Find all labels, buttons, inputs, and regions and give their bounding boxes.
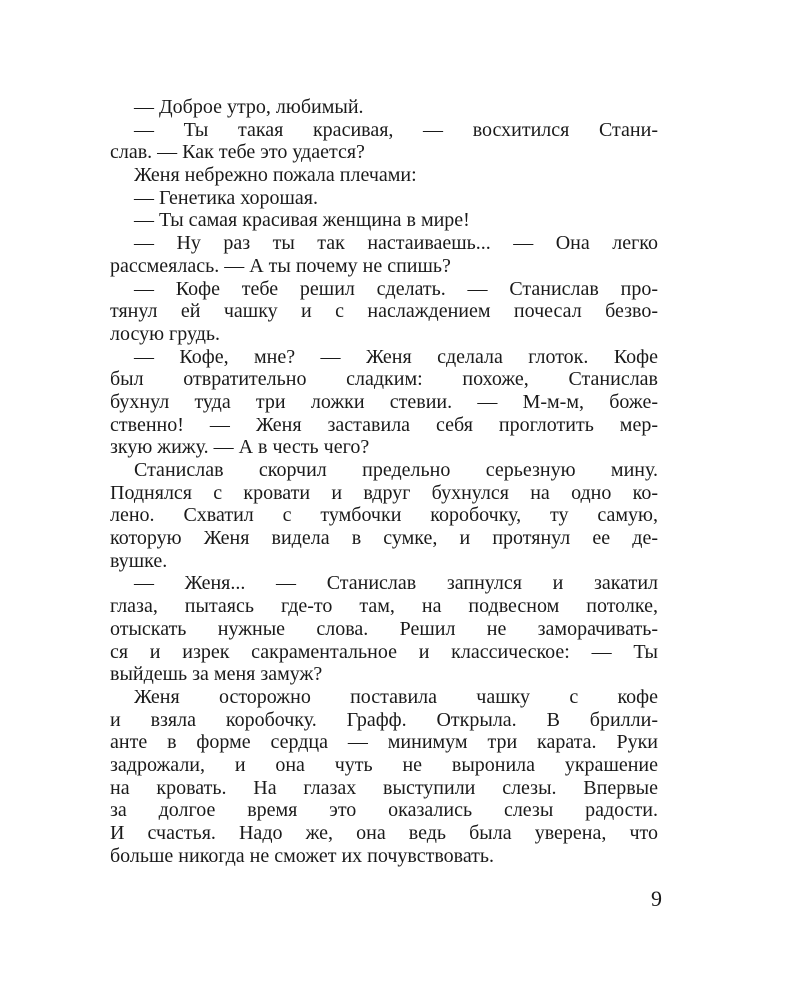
text-line: глаза, пытаясь где-то там, на подвесном потолке,: [110, 595, 658, 618]
text-line: анте в форме сердца — минимум три карата. Руки: [110, 731, 658, 754]
text-line: — Женя... — Станислав запнулся и закатил: [134, 572, 658, 595]
text-line: Станислав скорчил предельно серьезную мину.: [134, 459, 658, 481]
text-line: бухнул туда три ложки стевии. — М-м-м, боже-: [110, 390, 658, 413]
text-line: которую Женя видела в сумке, и протянул ее де-: [110, 527, 658, 550]
text-line: Женя небрежно пожала плечами:: [134, 164, 417, 187]
text-line: тянул ей чашку и с наслаждением почесал безво-: [110, 300, 658, 323]
paragraph: [110, 187, 658, 210]
text-line: — Доброе утро, любимый.: [134, 96, 364, 118]
text-line: — Кофе тебе решил сделать. — Станислав про-: [134, 277, 658, 300]
text-line: Поднялся с кровати и вдруг бухнулся на одно ко-: [110, 481, 658, 504]
text-line: отыскать нужные слова. Решил не заморачивать-: [110, 617, 658, 640]
page-text: [110, 96, 658, 867]
text-line: больше никогда не сможет их почувствовать.: [110, 844, 495, 867]
paragraph: [110, 278, 658, 346]
paragraph: [110, 572, 658, 685]
paragraph: [110, 232, 658, 277]
text-line: И счастья. Надо же, она ведь была уверена, что: [110, 822, 658, 844]
text-line: рассмеялась. — А ты почему не спишь?: [110, 254, 451, 277]
text-line: — Кофе, мне? — Женя сделала глоток. Кофе: [134, 345, 658, 368]
text-line: на кровать. На глазах выступили слезы. Впервые: [110, 776, 658, 799]
text-line: лосую грудь.: [110, 322, 221, 345]
text-line: — Ты такая красивая, — восхитился Стани-: [134, 118, 658, 141]
text-line: задрожали, и она чуть не выронила украшение: [110, 753, 658, 776]
paragraph: [110, 164, 658, 187]
page-number: 9: [651, 886, 662, 911]
text-line: вушке.: [110, 549, 168, 572]
text-line: Женя осторожно поставила чашку с кофе: [134, 685, 658, 708]
paragraph: [110, 686, 658, 868]
text-line: зкую жижу. — А в честь чего?: [110, 436, 370, 459]
text-line: за долгое время это оказались слезы радости.: [110, 799, 658, 822]
text-line: был отвратительно сладким: похоже, Станислав: [110, 368, 658, 391]
paragraph: [110, 96, 658, 119]
text-line: и взяла коробочку. Графф. Открыла. В брилли-: [110, 708, 658, 731]
text-line: выйдешь за меня замуж?: [110, 663, 323, 686]
text-line: лено. Схватил с тумбочки коробочку, ту самую,: [110, 504, 658, 527]
paragraph: [110, 346, 658, 459]
paragraph: [110, 209, 658, 232]
text-line: слав. — Как тебе это удается?: [110, 141, 365, 164]
text-line: — Ты самая красивая женщина в мире!: [134, 209, 470, 232]
text-line: ственно! — Женя заставила себя проглотить мер-: [110, 413, 658, 436]
text-line: ся и изрек сакраментальное и классическое: — Ты: [110, 640, 658, 663]
paragraph: [110, 459, 658, 572]
text-line: — Генетика хорошая.: [134, 186, 318, 209]
paragraph: [110, 119, 658, 164]
text-line: — Ну раз ты так настаиваешь... — Она легко: [134, 232, 658, 255]
